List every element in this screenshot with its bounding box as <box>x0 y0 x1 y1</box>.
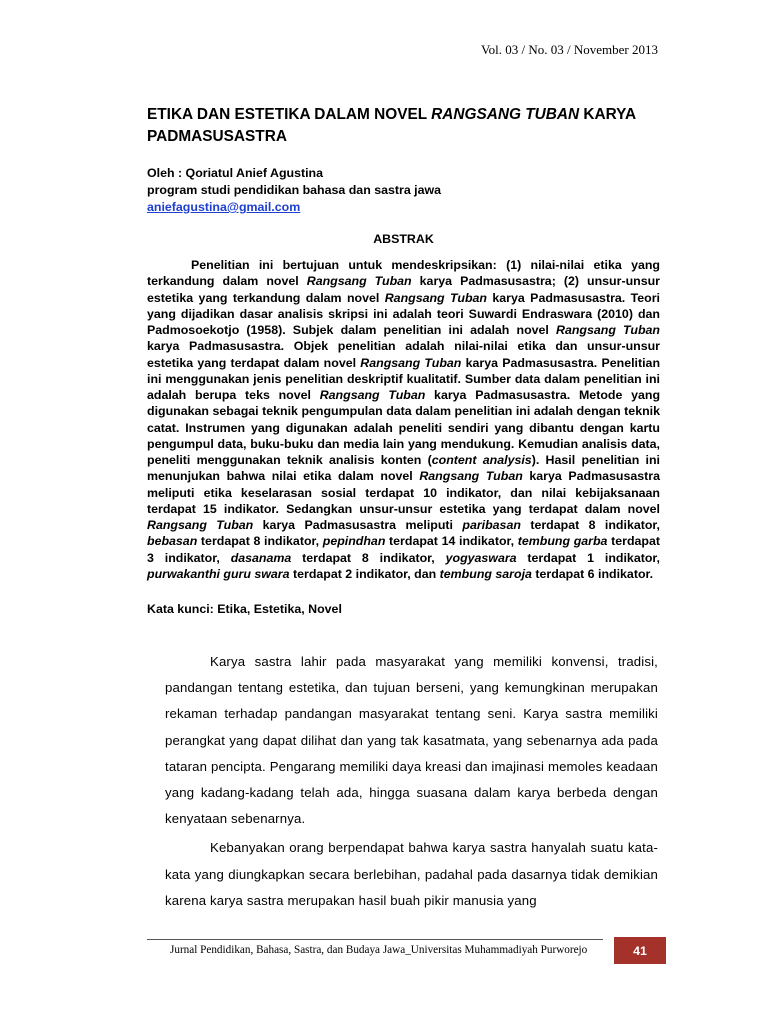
footer-journal-name: Jurnal Pendidikan, Bahasa, Sastra, dan Budaya Jawa_Universitas Muhammadiyah Purworejo <box>170 944 588 956</box>
keywords: Kata kunci: Etika, Estetika, Novel <box>147 602 342 616</box>
abstract-paragraph: Penelitian ini bertujuan untuk mendeskripsikan: (1) nilai-nilai etika yang terkandung dalam novel Rangsang Tuban karya Padmasusastra; (2) unsur-unsur estetika yang terkandung dalam novel Rangsang Tuban karya Padmasusastra. Teori yang dijadikan dasar analisis skripsi ini adalah teori Suwardi Endraswara (2010) dan Padmosoekotjo (1958). Subjek dalam penelitian ini adalah novel Rangsang Tuban karya Padmasusastra. Objek penelitian adalah nilai-nilai etika dan unsur-unsur estetika yang terdapat dalam novel Rangsang Tuban karya Padmasusastra. Penelitian ini menggunakan jenis penelitian deskriptif kualitatif. Sumber data dalam penelitian ini adalah berupa teks novel Rangsang Tuban karya Padmasusastra. Metode yang digunakan sebagai teknik pengumpulan data dalam penelitian ini adalah dengan teknik catat. Instrumen yang digunakan adalah peneliti sendiri yang dibantu dengan kartu pengumpul data, buku-buku dan media lain yang mendukung. Kemudian analisis data, peneliti menggunakan teknik analisis konten (content analysis). Hasil penelitian ini menunjukan bahwa nilai etika dalam novel Rangsang Tuban karya Padmasusastra meliputi etika keselarasan sosial terdapat 10 indikator, dan nilai kebijaksanaan terdapat 15 indikator. Sedangkan unsur-unsur estetika yang terdapat dalam novel Rangsang Tuban karya Padmasusastra meliputi paribasan terdapat 8 indikator, bebasan terdapat 8 indikator, pepindhan terdapat 14 indikator, tembung garba terdapat 3 indikator, dasanama terdapat 8 indikator, yogyaswara terdapat 1 indikator, purwakanthi guru swara terdapat 2 indikator, dan tembung saroja terdapat 6 indikator. <box>147 258 661 581</box>
page-number-badge: 41 <box>614 937 666 964</box>
author-name: Oleh : Qoriatul Anief Agustina <box>147 166 323 180</box>
footer-divider <box>147 939 603 940</box>
author-block <box>147 165 667 216</box>
body-paragraph: Karya sastra lahir pada masyarakat yang memiliki konvensi, tradisi, pandangan tentang estetika, dan tujuan berseni, yang kemungkinan merupakan rekaman terhadap pandangan masyarakat tentang seni. Karya sastra memiliki perangkat yang dapat dilihat dan yang tak kasatmata, yang sebenarnya ada pada tataran pencipta. Pengarang memiliki daya kreasi dan imajinasi memoles keadaan yang kadang-kadang telah ada, hingga suasana dalam karya berbeda dengan kenyataan sebenarnya. <box>165 654 658 827</box>
volume-header: Vol. 03 / No. 03 / November 2013 <box>480 42 658 57</box>
article-title: ETIKA DAN ESTETIKA DALAM NOVEL RANGSANG TUBAN KARYA PADMASUSASTRA <box>147 106 636 145</box>
body-text <box>165 649 658 914</box>
author-affiliation: program studi pendidikan bahasa dan sastra jawa <box>147 183 442 197</box>
abstract-heading: ABSTRAK <box>373 232 434 246</box>
body-paragraph: Kebanyakan orang berpendapat bahwa karya sastra hanyalah suatu kata-kata yang diungkapkan secara berlebihan, padahal pada dasarnya tidak demikian karena karya sastra merupakan hasil buah pikir manusia yang <box>165 840 658 908</box>
author-email-link[interactable]: aniefagustina@gmail.com <box>147 200 301 214</box>
